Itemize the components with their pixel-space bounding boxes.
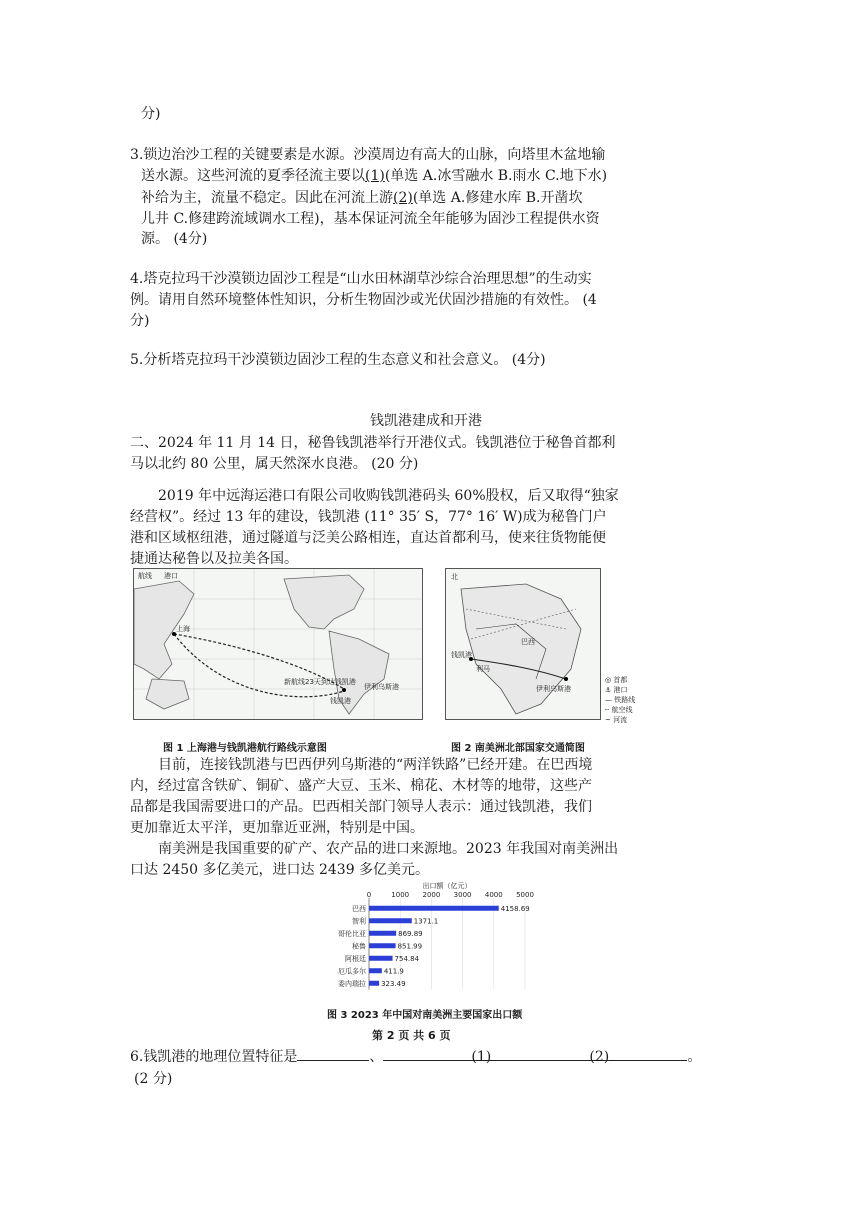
map2-ilheus-marker bbox=[564, 677, 568, 681]
para2-line3: 品都是我国需要进口的产品。巴西相关部门领导人表示：通过钱凯港，我们 bbox=[130, 799, 592, 815]
q3-line2-options: (单选 A.冰雪融水 B.雨水 C.地下水) bbox=[384, 168, 608, 184]
q3-line3-options: (单选 A.修建水库 B.开凿坎 bbox=[412, 190, 583, 206]
legend-railway bbox=[605, 695, 635, 705]
q4-line2: 例。请用自然环境整体性知识，分析生物固沙或光伏固沙措施的有效性。 (4 bbox=[130, 292, 597, 308]
page-footer: 第 2 页 共 6 页 bbox=[372, 1029, 451, 1042]
legend-river bbox=[605, 715, 635, 725]
export-bar-chart bbox=[333, 880, 535, 1000]
legend-air bbox=[605, 705, 635, 715]
chart-value-label: 411.9 bbox=[383, 967, 404, 976]
q4-line3: 分) bbox=[130, 313, 150, 329]
q6-score: (2 分) bbox=[134, 1071, 173, 1087]
section-intro-line1: 二、2024 年 11 月 14 日，秘鲁钱凯港举行开港仪式。钱凯港位于秘鲁首都利 bbox=[130, 435, 616, 451]
legend-capital bbox=[605, 675, 635, 685]
q6-text: 6.钱凯港的地理位置特征是 bbox=[130, 1049, 298, 1065]
label-ilheus: 伊利乌斯港 bbox=[364, 683, 399, 691]
air-route-icon: ┄ bbox=[605, 706, 610, 714]
legend-route-label: 航线 bbox=[138, 572, 152, 580]
chart-category-label: 智利 bbox=[352, 917, 366, 926]
chart-category-label: 委内瑞拉 bbox=[338, 979, 366, 988]
q3-line2-text: 送水源。这些河流的夏季径流主要以 bbox=[141, 168, 365, 184]
chart-title: 出口额（亿元） bbox=[422, 882, 472, 890]
chart-category-label: 厄瓜多尔 bbox=[338, 967, 366, 976]
figure-2-caption: 图 2 南美洲北部国家交通简图 bbox=[451, 743, 585, 754]
chancay-port-marker bbox=[342, 688, 346, 692]
chart-bar bbox=[369, 968, 382, 973]
q6-answer-blank-4[interactable] bbox=[589, 1046, 687, 1065]
chart-value-label: 869.89 bbox=[398, 929, 423, 938]
map2-north-label: 北 bbox=[451, 573, 458, 581]
chart-bar bbox=[369, 943, 396, 948]
chart-bar bbox=[369, 918, 412, 923]
legend-capital-label: 首都 bbox=[613, 676, 628, 684]
q6-answer-blank-3[interactable] bbox=[471, 1046, 589, 1065]
chart-x-tick-label: 0 bbox=[366, 891, 372, 899]
anchor-icon: ⚓ bbox=[605, 686, 612, 694]
label-shanghai: 上海 bbox=[176, 625, 190, 633]
q2-tail: 分) bbox=[141, 106, 161, 122]
legend-air-label: 航空线 bbox=[611, 706, 633, 714]
map2-lima-label: 利马 bbox=[476, 665, 490, 673]
chart-value-label: 323.49 bbox=[381, 979, 406, 988]
para2-line4: 更加靠近太平洋，更加靠近亚洲，特别是中国。 bbox=[130, 820, 424, 836]
railway-line-icon: — bbox=[605, 696, 612, 704]
q6-separator: 、 bbox=[369, 1049, 384, 1065]
section-title: 钱凯港建成和开港 bbox=[370, 413, 482, 429]
para1-line4: 捷通达秘鲁以及拉美各国。 bbox=[130, 551, 298, 567]
question-5: 5.分析塔克拉玛干沙漠锁边固沙工程的生态意义和社会意义。 (4分) bbox=[130, 352, 546, 368]
q3-line3-text: 补给为主，流量不稳定。因此在河流上游 bbox=[141, 190, 393, 206]
map2-ilheus-label: 伊利乌斯港 bbox=[536, 685, 571, 693]
transport-map-svg bbox=[446, 569, 600, 719]
q6-mark-2: (2) bbox=[589, 1049, 610, 1065]
legend-port-label: 港口 bbox=[613, 686, 628, 694]
q3-blank-2: (2) bbox=[393, 190, 413, 206]
chart-value-label: 1371.1 bbox=[413, 917, 439, 926]
q3-line3 bbox=[141, 187, 583, 209]
chart-bar bbox=[369, 956, 393, 961]
chart-bar bbox=[369, 931, 396, 936]
chart-value-label: 4158.69 bbox=[500, 904, 530, 913]
legend-port bbox=[605, 685, 635, 695]
chart-x-tick-label: 5000 bbox=[516, 891, 534, 899]
chart-category-label: 巴西 bbox=[352, 904, 366, 913]
chart-value-label: 754.84 bbox=[394, 954, 420, 963]
para3-line1: 南美洲是我国重要的矿产、农产品的进口来源地。2023 年我国对南美洲出 bbox=[158, 841, 619, 857]
q3-line5: 源。 (4分) bbox=[141, 231, 208, 247]
q6-answer-blank-2[interactable] bbox=[383, 1046, 471, 1061]
q3-blank-1: (1) bbox=[365, 168, 385, 184]
label-chancay: 钱凯港 bbox=[330, 697, 351, 705]
q3-line2 bbox=[141, 165, 607, 187]
para1-line1: 2019 年中远海运港口有限公司收购钱凯港码头 60%股权，后又取得“独家 bbox=[158, 488, 619, 504]
chart-category-label: 秘鲁 bbox=[352, 942, 366, 951]
para1-line3: 港和区域枢纽港，通过隧道与泛美公路相连，直达首都利马，使来往货物能便 bbox=[130, 530, 606, 546]
figure-2-legend bbox=[605, 675, 635, 725]
chart-value-label: 851.99 bbox=[397, 942, 423, 951]
figure-2-transport-map bbox=[445, 568, 601, 720]
para2-line2: 内，经过富含铁矿、铜矿、盛产大豆、玉米、棉花、木材等的地带，这些产 bbox=[130, 778, 592, 794]
question-6 bbox=[130, 1046, 701, 1068]
chart-x-tick-label: 4000 bbox=[484, 891, 503, 899]
q3-line1: 3.锁边治沙工程的关键要素是水源。沙漠周边有高大的山脉，向塔里木盆地输 bbox=[130, 147, 606, 163]
legend-railway-label: 铁路线 bbox=[614, 696, 636, 704]
chart-x-tick-label: 3000 bbox=[453, 891, 472, 899]
label-new-route: 新航线23天到达钱凯港 bbox=[284, 678, 356, 686]
map2-chancay-label: 钱凯港 bbox=[451, 651, 472, 659]
figure-1-route-map bbox=[133, 568, 423, 720]
chart-category-label: 哥伦比亚 bbox=[338, 929, 366, 938]
section-intro-line2: 马以北约 80 公里，属天然深水良港。 (20 分) bbox=[130, 456, 419, 472]
figure-3-caption: 图 3 2023 年中国对南美洲主要国家出口额 bbox=[327, 1010, 523, 1021]
legend-river-label: 河流 bbox=[613, 716, 628, 724]
chart-category-label: 阿根廷 bbox=[345, 954, 366, 963]
para3-line2: 口达 2450 多亿美元，进口达 2439 多亿美元。 bbox=[130, 862, 430, 878]
chart-bar bbox=[369, 906, 499, 911]
route-map-svg bbox=[134, 569, 422, 719]
para2-line1: 目前，连接钱凯港与巴西伊列乌斯港的“两洋铁路”已经开建。在巴西境 bbox=[158, 757, 593, 773]
chart-x-tick-label: 1000 bbox=[391, 891, 410, 899]
figure-3-chart bbox=[333, 880, 535, 1000]
chart-bar bbox=[369, 981, 379, 986]
legend-port-label: 港口 bbox=[164, 572, 178, 580]
q6-mark-1: (1) bbox=[471, 1049, 492, 1065]
map2-brazil-label: 巴西 bbox=[521, 638, 535, 646]
q4-line1: 4.塔克拉玛干沙漠锁边固沙工程是“山水田林湖草沙综合治理思想”的生动实 bbox=[130, 271, 592, 287]
chart-x-tick-label: 2000 bbox=[422, 891, 441, 899]
q3-line4: 儿井 C.修建跨流域调水工程)，基本保证河流全年能够为固沙工程提供水资 bbox=[141, 211, 600, 227]
figure-1-caption: 图 1 上海港与钱凯港航行路线示意图 bbox=[163, 743, 327, 754]
q6-end: 。 bbox=[687, 1049, 702, 1065]
q6-answer-blank-1[interactable] bbox=[297, 1046, 369, 1061]
river-icon: ~ bbox=[605, 716, 611, 724]
para1-line2: 经营权”。经过 13 年的建设，钱凯港 (11° 35′ S，77° 16′ W)成为秘鲁门户 bbox=[130, 509, 607, 525]
capital-icon: ◎ bbox=[605, 676, 612, 684]
